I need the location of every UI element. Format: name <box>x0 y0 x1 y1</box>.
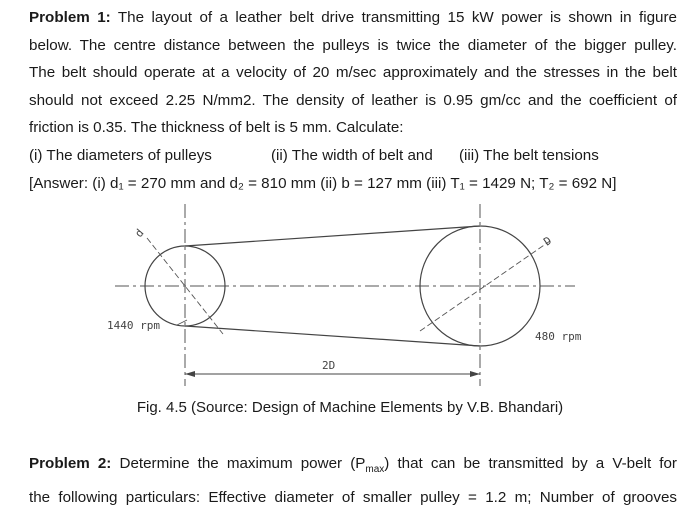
part-iii: (iii) The belt tensions <box>459 146 599 164</box>
problem-1-answer: [Answer: (i) d₁ = 270 mm and d₂ = 810 mm (ii) b = 127 mm (iii) T₁ = 1429 N; T₂ = 692 N] <box>29 174 617 192</box>
problem-1-line-4: should not exceed 2.25 N/mm2. The density of leather is 0.95 gm/cc and the coefficient of <box>29 91 677 109</box>
part-i: (i) The diameters of pulleys <box>29 146 212 164</box>
centre-distance-label: 2D <box>322 359 336 372</box>
small-diameter-label: d <box>132 226 147 240</box>
dimension-arrow-left <box>185 371 195 377</box>
problem-2-line-2: the following particulars: Effective diameter of smaller pulley = 1.2 m; Number of grooves <box>29 488 677 506</box>
problem-2 <box>29 450 677 511</box>
small-speed-label: 1440 rpm <box>107 319 160 332</box>
problem-1 <box>29 4 677 197</box>
problem-2-line-1: Problem 2: Determine the maximum power $(P_{max})$ that can be transmitted by a V-belt for <box>29 455 677 476</box>
problem-1-line-5: friction is 0.35. The thickness of belt is 5 mm. Calculate: <box>29 119 404 137</box>
problem-1-line-3: The belt should operate at a velocity of 20 m/sec approximately and the stresses in the belt <box>29 64 677 82</box>
big-speed-label: 480 rpm <box>535 330 582 343</box>
problem-1-label: Problem 1: <box>29 9 111 26</box>
belt-drive-figure <box>95 196 615 396</box>
problem-1-line-2: below. The centre distance between the pulleys is twice the diameter of the bigger pulley. <box>29 36 677 54</box>
dimension-arrow-right <box>470 371 480 377</box>
big-diameter-label: D <box>541 234 555 249</box>
belt-slack-side <box>185 326 480 346</box>
belt-tight-side <box>185 226 480 246</box>
figure-caption: Fig. 4.5 (Source: Design of Machine Elements by V.B. Bhandari) <box>136 399 564 416</box>
problem-1-line-1: Problem 1: The layout of a leather belt drive transmitting 15 kW power is shown in figure <box>29 9 677 26</box>
problem-2-label: Problem 2: <box>29 455 112 472</box>
problem-1-parts <box>29 142 677 170</box>
part-ii: (ii) The width of belt and <box>271 146 433 164</box>
